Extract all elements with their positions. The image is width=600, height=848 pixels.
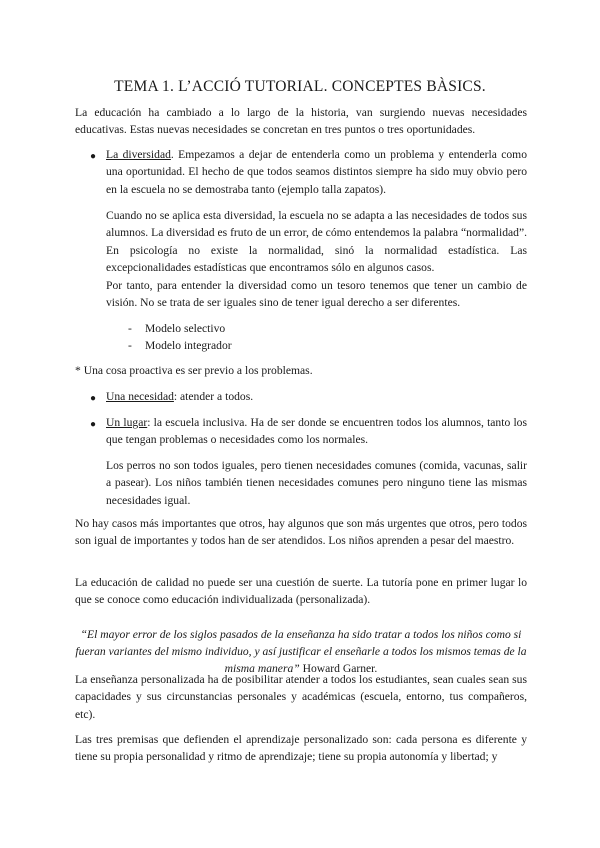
proactiva-note: * Una cosa proactiva es ser previo a los problemas. bbox=[75, 364, 313, 377]
personalizada-paragraph: La enseñanza personalizada ha de posibilitar atender a todos los estudiantes, sean cuales sean sus capacidades y sus circunstancias personales y académicas (escuela, entorno, tus compañeros, etc). bbox=[75, 673, 527, 721]
quote-text: “El mayor error de los siglos pasados de la enseñanza ha sido tratar a todos los niños como si fueran variantes del mismo individuo, y así justificar el enseñarle a todos los mismos temas de la misma manera” bbox=[75, 627, 527, 676]
lugar-text: : la escuela inclusiva. Ha de ser donde se encuentren todos los alumnos, tanto los que tengan problemas o necesidades como los normales. bbox=[106, 416, 527, 447]
necesidad-item bbox=[106, 388, 527, 405]
diversidad-text: . Empezamos a dejar de entenderla como un problema y entenderla como una oportunidad. El hecho de que todos seamos distintos siempre ha sido muy obvio pero en la escuela no se demostraba tanto (ejemplo talla zapatos). bbox=[106, 148, 527, 196]
lugar-item bbox=[106, 414, 527, 449]
casos-paragraph: No hay casos más importantes que otros, hay algunos que son más urgentes que otros, pero todos son igual de importantes y todos han de ser atendidos. Los niños aprenden a pesar del maestro. bbox=[75, 517, 527, 548]
quote-author: Howard Garner. bbox=[299, 662, 378, 676]
model-item-selectivo: Modelo selectivo bbox=[145, 322, 226, 335]
diversidad-term: La diversidad bbox=[106, 148, 171, 161]
bullet-icon: ● bbox=[90, 393, 97, 404]
lugar-term: Un lugar bbox=[106, 416, 148, 429]
page-title: TEMA 1. L’ACCIÓ TUTORIAL. CONCEPTES BÀSICS. bbox=[114, 78, 486, 95]
lugar-paragraph-2: Los perros no son todos iguales, pero tienen necesidades comunes (comida, vacunas, salir a pasear). Los niños también tienen necesidades comunes pero ninguno tiene las mismas necesidades igual. bbox=[106, 459, 527, 507]
garner-quote bbox=[75, 626, 527, 678]
calidad-paragraph: La educación de calidad no puede ser una cuestión de suerte. La tutoría pone en primer lugar lo que se conoce como educación individualizada (personalizada). bbox=[75, 576, 527, 607]
bullet-icon: ● bbox=[90, 419, 97, 430]
diversidad-item bbox=[106, 146, 527, 198]
necesidad-term: Una necesidad bbox=[106, 390, 174, 403]
diversidad-paragraph-2: Cuando no se aplica esta diversidad, la escuela no se adapta a las necesidades de todos sus alumnos. La diversidad es fruto de un error, de cómo entendemos la palabra “normalidad”. En psicología no existe la normalidad, sinó la normalidad estadística. Las excepcionalidades estadísticas que encontramos sólo en algunos casos. bbox=[106, 209, 527, 275]
dash-marker: - bbox=[128, 339, 132, 352]
bullet-icon: ● bbox=[90, 151, 97, 162]
dash-marker: - bbox=[128, 322, 132, 335]
premisas-paragraph: Las tres premisas que defienden el aprendizaje personalizado son: cada persona es diferente y tiene su propia personalidad y ritmo de aprendizaje; tiene su propia autonomía y libertad; y bbox=[75, 733, 527, 764]
model-item-integrador: Modelo integrador bbox=[145, 339, 232, 352]
necesidad-text: : atender a todos. bbox=[173, 390, 254, 403]
diversidad-paragraph-3: Por tanto, para entender la diversidad como un tesoro tenemos que tener un cambio de visión. No se trata de ser iguales sino de tener igual derecho a ser diferentes. bbox=[106, 279, 527, 310]
intro-paragraph: La educación ha cambiado a lo largo de la historia, van surgiendo nuevas necesidades educativas. Estas nuevas necesidades se concretan en tres puntos o tres oportunidades. bbox=[75, 106, 527, 137]
